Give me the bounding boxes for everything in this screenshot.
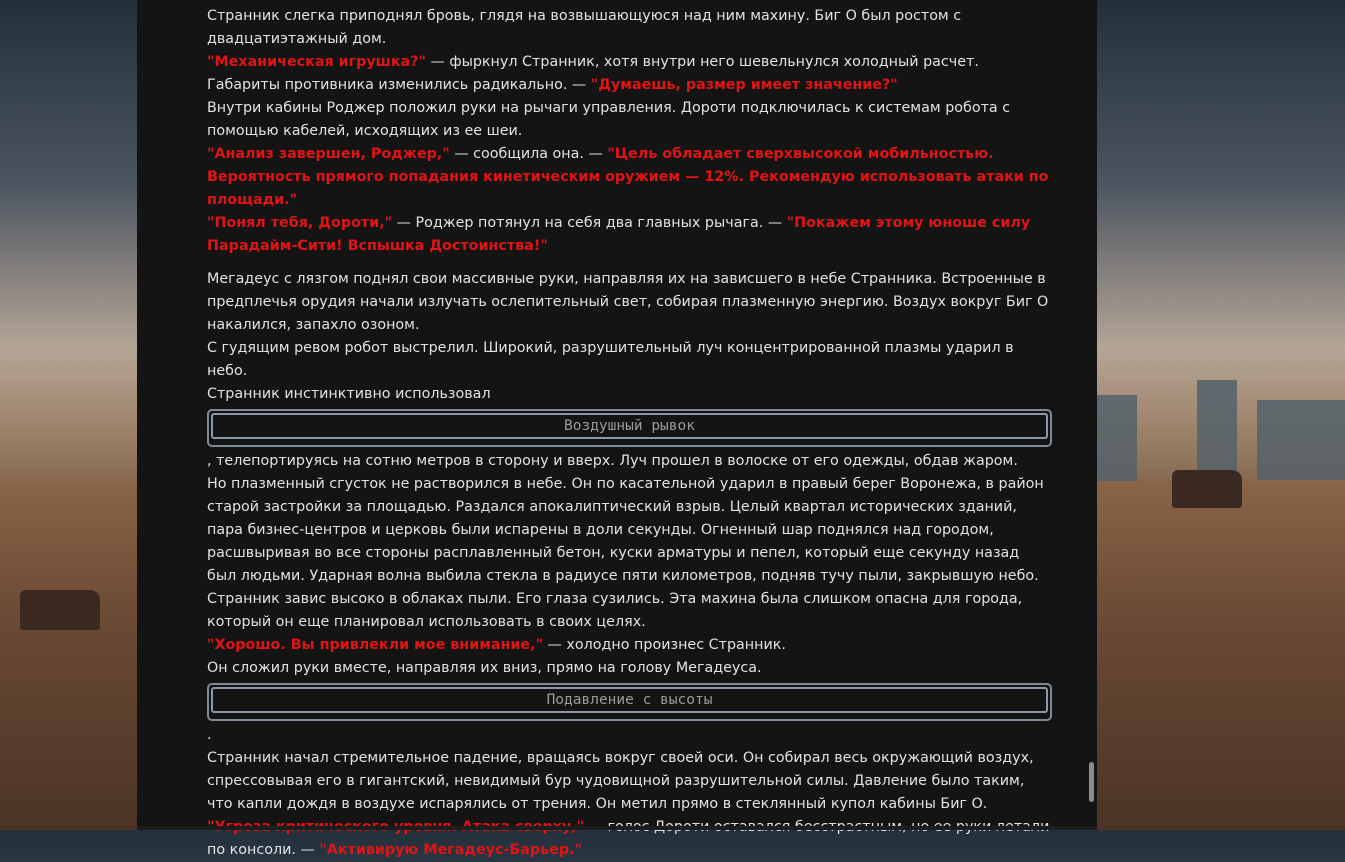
background-right [1097, 0, 1345, 830]
cliff [1097, 395, 1137, 485]
paragraph [207, 212, 1052, 258]
paragraph: Странник инстинктивно использовал [207, 386, 491, 402]
paragraph [207, 143, 1052, 212]
rock [1172, 470, 1242, 508]
chat-panel [137, 0, 1097, 858]
paragraph: . [207, 727, 212, 743]
narration: — холодно произнес Странник. [543, 637, 786, 653]
paragraph [207, 51, 1052, 97]
narration: по консоли. — [207, 842, 315, 858]
paragraph: , телепортируясь на сотню метров в сторону и вверх. Луч прошел в волоске от его одежды, обдав жаром. [207, 453, 1018, 469]
speech: "Механическая игрушка?" [207, 54, 426, 70]
paragraph: Внутри кабины Роджер положил руки на рычаги управления. Дороти подключилась к системам робота с помощью кабелей, исходящих из ее шеи. [207, 100, 1011, 139]
speech: "Покажем этому юноше силу Парадайм-Сити! Вспышка Достоинства!" [207, 215, 1031, 254]
narration: — Роджер потянул на себя два главных рычага. — [392, 215, 787, 231]
paragraph: Странник слегка приподнял бровь, глядя на возвышающуюся над ним махину. Биг О был ростом с двадцатиэтажный дом. [207, 8, 962, 47]
speech: "Анализ завершен, Роджер," [207, 146, 450, 162]
cliff [1257, 400, 1345, 480]
speech: "Хорошо. Вы привлекли мое внимание," [207, 637, 544, 653]
paragraph: Мегадеус с лязгом поднял свои массивные руки, направляя их на зависшего в небе Странника. Встроенные в предплечья орудия начали излучать ослепительный свет, собирая плазменную энергию. Воздух вокруг Биг О накалился, запахло озоном. [207, 271, 1049, 333]
narration: — сообщила она. — [449, 146, 608, 162]
speech: "Думаешь, размер имеет значение?" [590, 77, 898, 93]
story-text [207, 5, 1052, 862]
rock [20, 590, 100, 630]
ground [0, 481, 137, 830]
skill-box [207, 683, 1052, 721]
paragraph: Он сложил руки вместе, направляя их вниз, прямо на голову Мегадеуса. [207, 660, 762, 676]
bottom-edge [137, 826, 1097, 830]
speech: "Цель обладает сверхвысокой мобильностью. Вероятность прямого попадания кинетическим оружием — 12%. Рекомендую использовать атаки по площади." [207, 146, 1049, 208]
paragraph [207, 816, 1052, 862]
scrollbar-thumb[interactable] [1089, 762, 1094, 802]
speech: "Понял тебя, Дороти," [207, 215, 393, 231]
skill-name: Воздушный рывок [211, 413, 1048, 439]
ground [1097, 481, 1345, 830]
spacer [207, 258, 1052, 268]
paragraph: Странник завис высоко в облаках пыли. Его глаза сузились. Эта махина была слишком опасна для города, который он еще планировал использовать в своих целях. [207, 591, 1023, 630]
narration: — фыркнул Странник, хотя внутри него шевельнулся холодный расчет. Габариты противника изменились радикально. — [207, 54, 979, 93]
paragraph: Но плазменный сгусток не растворился в небе. Он по касательной ударил в правый берег Воронежа, в район старой застройки за площадью. Раздался апокалиптический взрыв. Целый квартал исторических зданий, пара бизнес-центров и церковь были испарены в доли секунды. Огненный шар поднялся над городом, расшвыривая во все стороны расплавленный бетон, куски арматуры и пепел, который еще секунду назад был людьми. Ударная волна выбила стекла в радиусе пяти километров, подняв тучу пыли, закрывшую небо. [207, 476, 1044, 584]
cliff [1197, 380, 1237, 480]
skill-name: Подавление с высоты [211, 687, 1048, 713]
scrollbar[interactable] [1087, 0, 1097, 830]
paragraph [207, 634, 1052, 657]
skill-box [207, 409, 1052, 447]
speech: "Активирую Мегадеус-Барьер." [319, 842, 583, 858]
background-left [0, 0, 137, 830]
paragraph: Странник начал стремительное падение, вращаясь вокруг своей оси. Он собирал весь окружающий воздух, спрессовывая его в гигантский, невидимый бур чудовищной разрушительной силы. Давление было таким, что капли дождя в воздухе испарялись от трения. Он метил прямо в стеклянный купол кабины Биг О. [207, 750, 1034, 812]
paragraph: С гудящим ревом робот выстрелил. Широкий, разрушительный луч концентрированной плазмы ударил в небо. [207, 340, 1014, 379]
